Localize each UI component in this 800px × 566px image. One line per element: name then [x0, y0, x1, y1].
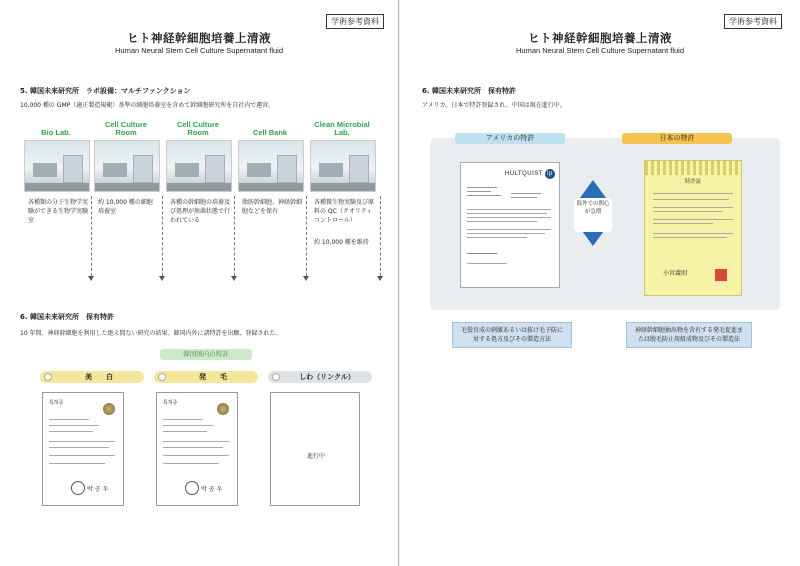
official-seal-icon [715, 269, 727, 281]
patent-hair-growth-pill [154, 371, 258, 383]
patent-whitening-pill [40, 371, 144, 383]
whitening-certificate [42, 392, 124, 506]
cell-culture-room-photo-2 [166, 140, 232, 192]
jp-patent-label: 日本の特許 [622, 133, 732, 144]
lab-desc-1: 各種類の分子生物学実験ができる生物学実験室 [28, 199, 89, 224]
hultquist-logo: HULTQUIST ip [505, 169, 555, 179]
lab-name-4: Cell Bank [252, 128, 288, 137]
interest-note-text: 海外での関心が急増 [574, 198, 612, 232]
page-subtitle: Human Neural Stem Cell Culture Supernatant fluid [115, 46, 283, 55]
hair-growth-certificate [156, 392, 238, 506]
medal-icon [103, 403, 115, 415]
jp-cert-title: 特許証 [684, 179, 702, 185]
page-subtitle: Human Neural Stem Cell Culture Supernatant fluid [516, 46, 684, 55]
lab-desc-5: 各種微生物実験及び原料の QC（クオリティコントロール） [314, 199, 375, 224]
in-progress-label: 進行中 [307, 453, 326, 460]
lab-desc-5b: 約 10,000 種を維持 [314, 239, 369, 246]
official-seal-icon [71, 481, 85, 495]
patent-label: 発 毛 [199, 373, 227, 381]
patent-label: 美 白 [85, 373, 113, 381]
official-seal-icon [185, 481, 199, 495]
certificate-signature: 박 공 우 [87, 486, 109, 493]
down-arrow-icon [377, 276, 383, 281]
section6-text: 10 年間、神経幹細胞を利用した絶え間ない研究の結果、韓国内外に諸特許を出願、登録された。 [20, 330, 282, 337]
certificate-border-ornament [645, 161, 741, 175]
bullet-icon [158, 373, 166, 381]
jp-cert-signature: 小宮義則 [663, 270, 688, 277]
certificate-signature: 박 공 우 [201, 486, 223, 493]
bio-lab-photo [24, 140, 90, 192]
down-arrow-icon [88, 276, 94, 281]
korea-patents-ribbon: 韓国国内の特許 [160, 349, 252, 360]
section6-heading: 6. 韓国未来研究所 保有特許 [422, 87, 516, 95]
divider [380, 196, 381, 276]
wrinkle-certificate-placeholder [270, 392, 360, 506]
patent-wrinkle-pill [268, 371, 372, 383]
medal-icon [217, 403, 229, 415]
section5-heading: 5. 韓国未来研究所 ラボ設備：マルチファンクション [20, 87, 191, 95]
academic-reference-tag: 学術参考資料 [724, 14, 782, 29]
jp-patent-caption: 神経幹細胞抽出物を含有する発毛促進または脱毛防止用組成物及びその製造法 [626, 322, 752, 348]
bullet-icon [44, 373, 52, 381]
divider [91, 196, 92, 276]
divider [234, 196, 235, 276]
academic-reference-tag: 学術参考資料 [326, 14, 384, 29]
right-page [400, 0, 800, 566]
jp-patent-certificate [644, 160, 742, 296]
section6-text: アメリカ、日本で特許登録され、中国は現在進行中。 [422, 102, 566, 109]
section6-heading: 6. 韓国未来研究所 保有特許 [20, 313, 114, 321]
cell-bank-photo [238, 140, 304, 192]
interest-note-diamond [560, 180, 626, 246]
section5-text: 10,000 種の GMP（適正製造規範）基準の細胞培養室を含めて幹細胞研究所を自社内で運営。 [20, 102, 275, 109]
lab-name-5: Clean Microbial Lab. [314, 120, 370, 137]
lab-name-1: Bio Lab. [41, 128, 71, 137]
clean-microbial-lab-photo [310, 140, 376, 192]
lab-name-3: Cell Culture Room [176, 120, 220, 137]
lab-desc-4: 脂肪幹細胞、神経幹細胞などを保有 [242, 199, 303, 215]
down-arrow-icon [231, 276, 237, 281]
page-title: ヒト神経幹細胞培養上清液 [127, 31, 271, 45]
page-title: ヒト神経幹細胞培養上清液 [528, 31, 672, 45]
left-page [0, 0, 399, 566]
lab-desc-2: 約 10,000 種の細胞培養室 [98, 199, 153, 215]
certificate-heading: 특허증 [163, 400, 178, 406]
down-arrow-icon [159, 276, 165, 281]
lab-name-2: Cell Culture Room [104, 120, 148, 137]
certificate-heading: 특허증 [49, 400, 64, 406]
us-patent-label: アメリカの特許 [455, 133, 565, 144]
us-patent-caption: 毛髪育成の刺激あるいは抜け毛予防に対する処方及びその製造方法 [452, 322, 572, 348]
lab-desc-3: 各種の幹細胞の培養及び処理が無菌状態で行われている [170, 199, 231, 224]
down-arrow-icon [303, 276, 309, 281]
bullet-icon [272, 373, 280, 381]
cell-culture-room-photo-1 [94, 140, 160, 192]
divider [162, 196, 163, 276]
divider [306, 196, 307, 276]
us-patent-document [460, 162, 560, 288]
patent-label: しわ（リンクル） [299, 373, 355, 381]
